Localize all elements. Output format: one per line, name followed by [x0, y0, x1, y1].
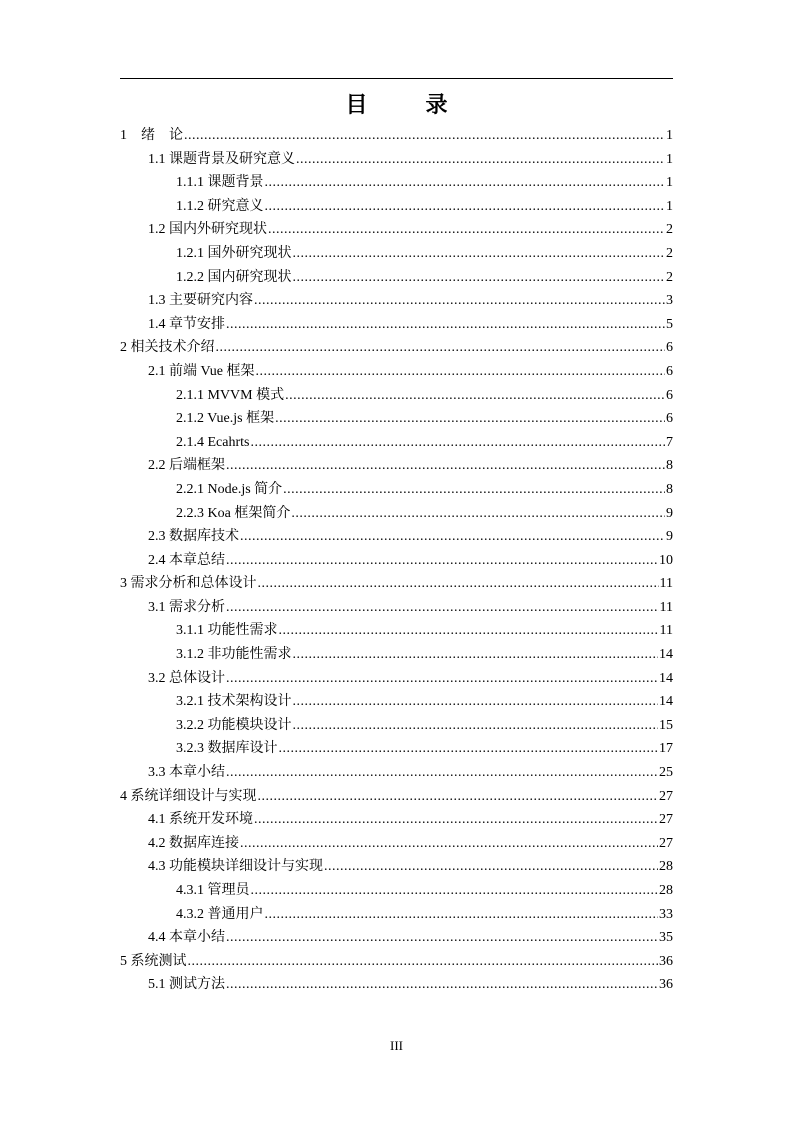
- toc-entry[interactable]: [120, 596, 673, 620]
- toc-entry-page: 9: [666, 505, 673, 521]
- toc-dot-leader: [265, 195, 666, 219]
- toc-entry-label: 1.2 国内外研究现状: [148, 222, 267, 238]
- toc-entry-page: 35: [659, 930, 673, 946]
- toc-entry[interactable]: [120, 690, 673, 714]
- table-of-contents: [120, 124, 673, 997]
- toc-entry-page: 1: [666, 128, 673, 143]
- toc-entry-page: 11: [659, 576, 673, 592]
- toc-entry-label: 3.2.3 数据库设计: [176, 741, 278, 757]
- toc-entry-label: 1.1.2 研究意义: [176, 198, 264, 214]
- toc-entry-label: 1.1 课题背景及研究意义: [148, 151, 295, 167]
- toc-entry[interactable]: [120, 619, 673, 643]
- toc-entry-label: 1.2.2 国内研究现状: [176, 269, 292, 285]
- toc-entry-page: 28: [659, 883, 673, 898]
- toc-entry-page: 3: [666, 293, 673, 309]
- toc-entry-page: 2: [666, 245, 673, 261]
- toc-dot-leader: [258, 572, 659, 596]
- toc-entry-page: 33: [659, 906, 673, 922]
- toc-entry-page: 9: [666, 529, 673, 545]
- toc-entry-label: 1 绪 论: [120, 128, 183, 143]
- toc-entry-label: 2.1.4 Ecahrts: [176, 434, 250, 450]
- page-number: III: [390, 1038, 403, 1053]
- toc-dot-leader: [279, 737, 659, 761]
- toc-entry-label: 2.1.1 MVVM 模式: [176, 387, 285, 403]
- toc-entry[interactable]: [120, 643, 673, 667]
- toc-entry-page: 27: [659, 788, 673, 804]
- toc-entry[interactable]: [120, 148, 673, 172]
- toc-entry-page: 2: [666, 269, 673, 285]
- toc-dot-leader: [251, 879, 659, 903]
- toc-entry-page: 27: [659, 812, 673, 828]
- toc-entry-page: 25: [659, 765, 673, 781]
- toc-entry-page: 17: [659, 741, 673, 757]
- toc-entry-label: 4.3.2 普通用户: [176, 906, 264, 922]
- toc-dot-leader: [226, 761, 658, 785]
- toc-entry[interactable]: [120, 855, 673, 879]
- toc-dot-leader: [324, 855, 658, 879]
- toc-dot-leader: [275, 407, 665, 431]
- toc-entry-label: 4.1 系统开发环境: [148, 812, 253, 828]
- toc-entry[interactable]: [120, 478, 673, 502]
- toc-entry[interactable]: [120, 336, 673, 360]
- toc-entry[interactable]: [120, 454, 673, 478]
- toc-dot-leader: [254, 808, 658, 832]
- toc-entry[interactable]: [120, 832, 673, 856]
- toc-entry-label: 3.1.1 功能性需求: [176, 623, 278, 639]
- toc-dot-leader: [226, 313, 665, 337]
- toc-entry-page: 10: [659, 552, 673, 568]
- toc-entry[interactable]: [120, 195, 673, 219]
- toc-entry-label: 3.1 需求分析: [148, 599, 225, 615]
- toc-entry-page: 8: [666, 481, 673, 497]
- toc-entry-label: 2.3 数据库技术: [148, 529, 239, 545]
- toc-entry-label: 3 需求分析和总体设计: [120, 576, 257, 592]
- toc-dot-leader: [254, 289, 665, 313]
- toc-dot-leader: [265, 903, 659, 927]
- toc-entry-label: 3.2 总体设计: [148, 670, 225, 686]
- toc-entry[interactable]: [120, 360, 673, 384]
- toc-entry-label: 4.3.1 管理员: [176, 883, 250, 898]
- toc-entry-page: 28: [659, 859, 673, 875]
- toc-entry[interactable]: [120, 714, 673, 738]
- toc-dot-leader: [258, 785, 659, 809]
- toc-entry-label: 5.1 测试方法: [148, 977, 225, 993]
- toc-entry[interactable]: [120, 879, 673, 903]
- toc-dot-leader: [226, 926, 658, 950]
- toc-entry[interactable]: [120, 313, 673, 337]
- toc-entry-label: 4.3 功能模块详细设计与实现: [148, 859, 323, 875]
- toc-entry-label: 4.4 本章小结: [148, 930, 225, 946]
- toc-entry-label: 2.1.2 Vue.js 框架: [176, 411, 275, 427]
- toc-entry-page: 7: [666, 434, 673, 450]
- toc-dot-leader: [283, 478, 665, 502]
- toc-entry[interactable]: [120, 266, 673, 290]
- toc-dot-leader: [293, 690, 659, 714]
- toc-entry-label: 2.1 前端 Vue 框架: [148, 363, 255, 379]
- toc-entry-label: 2.2.3 Koa 框架简介: [176, 505, 291, 521]
- toc-dot-leader: [226, 667, 658, 691]
- toc-entry[interactable]: [120, 407, 673, 431]
- toc-entry[interactable]: [120, 384, 673, 408]
- toc-dot-leader: [216, 336, 666, 360]
- toc-entry-page: 1: [666, 198, 673, 214]
- toc-dot-leader: [226, 549, 658, 573]
- toc-dot-leader: [285, 384, 665, 408]
- toc-entry-page: 14: [659, 647, 673, 663]
- toc-entry-page: 6: [666, 387, 673, 403]
- toc-entry[interactable]: [120, 808, 673, 832]
- toc-entry[interactable]: [120, 525, 673, 549]
- toc-entry[interactable]: [120, 973, 673, 997]
- toc-dot-leader: [226, 596, 659, 620]
- toc-entry[interactable]: [120, 785, 673, 809]
- toc-dot-leader: [188, 950, 659, 974]
- toc-entry[interactable]: [120, 431, 673, 455]
- toc-entry-page: 11: [659, 623, 673, 639]
- toc-entry-page: 1: [666, 175, 673, 191]
- toc-entry-label: 4.2 数据库连接: [148, 835, 239, 851]
- toc-entry-page: 14: [659, 670, 673, 686]
- toc-entry-label: 3.1.2 非功能性需求: [176, 647, 292, 663]
- toc-dot-leader: [226, 973, 658, 997]
- toc-entry[interactable]: [120, 926, 673, 950]
- toc-entry-page: 14: [659, 694, 673, 710]
- toc-entry-label: 2.2.1 Node.js 简介: [176, 481, 283, 497]
- toc-entry[interactable]: [120, 289, 673, 313]
- toc-entry-label: 1.4 章节安排: [148, 316, 225, 332]
- toc-entry[interactable]: [120, 903, 673, 927]
- toc-entry-page: 11: [659, 599, 673, 615]
- toc-entry[interactable]: [120, 124, 673, 148]
- toc-dot-leader: [250, 431, 665, 455]
- toc-entry-label: 1.2.1 国外研究现状: [176, 245, 292, 261]
- toc-entry-page: 1: [666, 151, 673, 167]
- header-rule: [120, 78, 673, 79]
- toc-dot-leader: [293, 643, 659, 667]
- toc-entry[interactable]: [120, 218, 673, 242]
- toc-dot-leader: [293, 714, 659, 738]
- toc-entry[interactable]: [120, 502, 673, 526]
- toc-entry-page: 15: [659, 717, 673, 733]
- toc-entry-label: 1.3 主要研究内容: [148, 293, 253, 309]
- toc-entry-label: 2.4 本章总结: [148, 552, 225, 568]
- toc-dot-leader: [293, 242, 666, 266]
- toc-entry-page: 36: [659, 977, 673, 993]
- toc-entry[interactable]: [120, 667, 673, 691]
- toc-dot-leader: [279, 619, 659, 643]
- toc-entry-label: 3.3 本章小结: [148, 765, 225, 781]
- toc-entry[interactable]: [120, 572, 673, 596]
- toc-entry-page: 6: [666, 340, 673, 356]
- toc-entry-label: 3.2.2 功能模块设计: [176, 717, 292, 733]
- toc-dot-leader: [226, 454, 665, 478]
- toc-entry[interactable]: [120, 737, 673, 761]
- toc-entry-label: 5 系统测试: [120, 953, 187, 969]
- toc-entry[interactable]: [120, 950, 673, 974]
- toc-entry[interactable]: [120, 171, 673, 195]
- toc-entry-page: 5: [666, 316, 673, 332]
- toc-entry-label: 1.1.1 课题背景: [176, 175, 264, 191]
- toc-entry-label: 2 相关技术介绍: [120, 340, 215, 356]
- toc-entry-page: 6: [666, 363, 673, 379]
- toc-entry-label: 3.2.1 技术架构设计: [176, 694, 292, 710]
- toc-entry-page: 2: [666, 222, 673, 238]
- toc-dot-leader: [184, 124, 665, 148]
- toc-dot-leader: [268, 218, 665, 242]
- toc-dot-leader: [291, 502, 665, 526]
- toc-dot-leader: [296, 148, 665, 172]
- toc-entry-page: 8: [666, 458, 673, 474]
- toc-dot-leader: [240, 525, 665, 549]
- toc-entry-label: 4 系统详细设计与实现: [120, 788, 257, 804]
- toc-dot-leader: [265, 171, 666, 195]
- toc-entry-label: 2.2 后端框架: [148, 458, 225, 474]
- toc-dot-leader: [240, 832, 658, 856]
- toc-entry-page: 6: [666, 411, 673, 427]
- toc-entry-page: 36: [659, 953, 673, 969]
- toc-entry[interactable]: [120, 761, 673, 785]
- toc-dot-leader: [255, 360, 665, 384]
- toc-entry[interactable]: [120, 549, 673, 573]
- toc-dot-leader: [293, 266, 666, 290]
- page-title: 目 录: [345, 93, 466, 118]
- toc-entry-page: 27: [659, 835, 673, 851]
- toc-entry[interactable]: [120, 242, 673, 266]
